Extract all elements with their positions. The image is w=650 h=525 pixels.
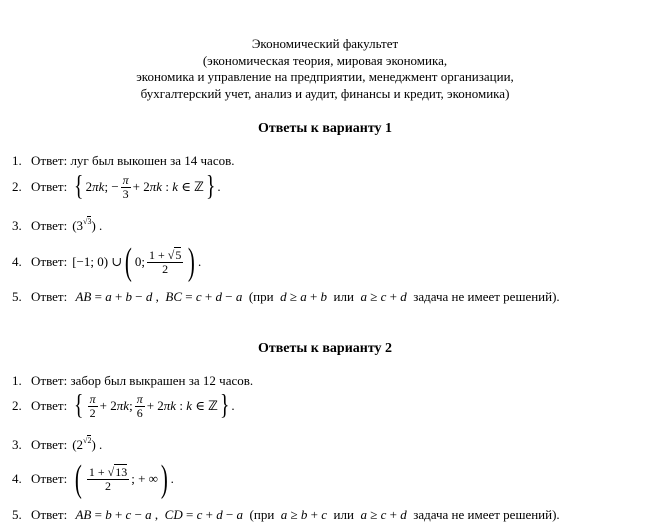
variant-2-title: Ответы к варианту 2 — [257, 341, 393, 356]
v1-answer-3: 3. Ответ: $(3^{√3})$ . — [12, 217, 103, 233]
header-line-3: экономика и управление на предприятии, менеджмент организации, — [136, 69, 514, 84]
formula: $(3^{√3})$ . — [72, 217, 103, 233]
answer-text: Ответ: луг был выкошен за 14 часов. — [31, 153, 235, 168]
formula: AB = b + c − a , CD = c + d − a (при a ≥ b + c или a ≥ c + d — [75, 507, 407, 522]
header-line-2: (экономическая теория, мировая экономика, — [202, 52, 448, 68]
right-brace: } — [219, 390, 230, 421]
v2-answer-2: 2. Ответ: { $\frac{\pi}{2}$ + 2πk; $\frac{\pi}{6}$ + 2πk : k ∈ ℤ } . — [12, 390, 235, 421]
formula: $(2^{√2})$ . — [72, 436, 103, 452]
fraction: $\frac{1 + √13}{2}$ — [88, 464, 128, 493]
v2-answer-1: 1. Ответ: забор был выкрашен за 12 часов. — [12, 373, 254, 388]
v1-answer-4: 4. Ответ: [−1; 0) ∪ ( 0; $\frac{1 + √5}{2}$ ) . — [12, 241, 202, 283]
fraction: $\frac{\pi}{6}$ — [136, 391, 143, 420]
v2-answer-4: 4. Ответ: ( $\frac{1 + √13}{2}$ ; + ∞ ) . — [12, 458, 174, 500]
left-brace: { — [74, 171, 84, 202]
v1-answer-2: 2. Ответ: { 2πk; − $\frac{\pi}{3}$ + 2πk : k ∈ ℤ } . — [12, 171, 221, 202]
answer-text: Ответ: забор был выкрашен за 12 часов. — [31, 373, 254, 388]
left-brace: { — [74, 390, 84, 421]
v1-answer-5: 5. Ответ: AB = a + b − d , BC = c + d − a (при d ≥ a + b или a ≥ c + d задача не имеет решений). — [12, 289, 560, 304]
fraction: $\frac{\pi}{3}$ — [122, 172, 129, 201]
v2-answer-3: 3. Ответ: $(2^{√2})$ . — [12, 436, 103, 452]
formula: AB = a + b − d , BC = c + d − a (при d ≥ a + b или a ≥ c + d — [75, 289, 407, 304]
header-line-1: Экономический факультет — [251, 36, 399, 51]
fraction: $\frac{\pi}{2}$ — [89, 391, 96, 420]
formula: 2πk; − — [85, 179, 119, 194]
v1-answer-1: 1. Ответ: луг был выкошен за 14 часов. — [12, 153, 235, 168]
formula: [−1; 0) ∪ — [72, 254, 123, 269]
v2-answer-5: 5. Ответ: AB = b + c − a , CD = c + d − a (при a ≥ b + c или a ≥ c + d задача не имеет решений). — [12, 507, 560, 522]
right-brace: } — [205, 171, 216, 202]
variant-1-title: Ответы к варианту 1 — [257, 121, 393, 136]
header-line-4: бухгалтерский учет, анализ и аудит, финансы и кредит, экономика) — [140, 85, 510, 101]
faculty-header — [0, 36, 650, 102]
fraction: $\frac{1 + √5}{2}$ — [148, 247, 182, 276]
